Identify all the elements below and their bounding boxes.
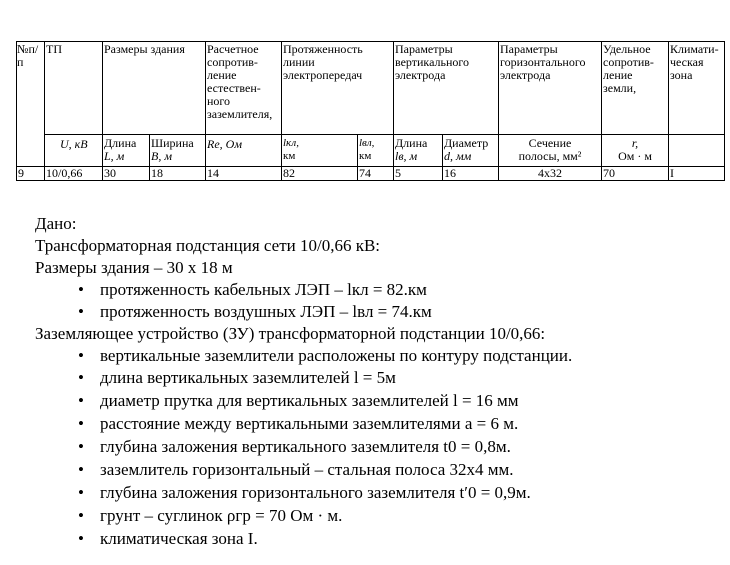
- unit-length: Длина L, м: [104, 136, 137, 163]
- header-tp: ТП: [46, 42, 62, 56]
- header-building-size: Размеры здания: [104, 42, 185, 56]
- row-diameter: 16: [444, 166, 456, 180]
- item-vertical-length: • длина вертикальных заземлителей l = 5м: [100, 367, 396, 389]
- row-tp: 10/0,66: [46, 166, 83, 180]
- item-soil: • грунт – суглинок ρгр = 70 Ом · м.: [100, 505, 342, 527]
- item-horizontal-strip: • заземлитель горизонтальный – стальная полоса 32х4 мм.: [100, 459, 514, 481]
- item-horizontal-depth: • глубина заложения горизонтального заземлителя t′0 = 0,9м.: [100, 482, 531, 504]
- unit-section: Сечение полосы, мм²: [518, 136, 582, 163]
- cable-length-item: • протяженность кабельных ЛЭП – lкл = 82.км: [100, 279, 427, 301]
- unit-cable-length: lкл, км: [283, 137, 299, 162]
- header-climate-zone: Климати-ческая зона: [670, 42, 719, 82]
- row-num: 9: [18, 166, 24, 180]
- row-cable-length: 82: [283, 166, 295, 180]
- unit-vertical-length: Длина lв, м: [395, 136, 428, 163]
- unit-resistance: Rе, Ом: [207, 137, 242, 151]
- header-vertical-electrode: Параметры вертикального электрода: [395, 42, 470, 82]
- data-table: [16, 41, 725, 181]
- unit-width: Ширина B, м: [151, 136, 194, 163]
- row-width: 18: [151, 166, 163, 180]
- row-resistance: 14: [207, 166, 219, 180]
- item-spacing: • расстояние между вертикальными заземлителями a = 6 м.: [100, 413, 518, 435]
- header-soil-resistivity: Удельное сопротив-ление земли,: [603, 42, 654, 95]
- unit-overhead-length: lвл, км: [359, 137, 375, 162]
- row-climate-zone: I: [670, 166, 674, 180]
- header-horizontal-electrode: Параметры горизонтального электрода: [500, 42, 586, 82]
- unit-resistivity: r, Ом · м: [618, 136, 652, 163]
- item-rod-diameter: • диаметр прутка для вертикальных заземлителей l = 16 мм: [100, 390, 519, 412]
- row-section: 4x32: [538, 166, 562, 180]
- item-vertical-layout: • вертикальные заземлители расположены по контуру подстанции.: [100, 345, 572, 367]
- grounding-device-line: Заземляющее устройство (ЗУ) трансформаторной подстанции 10/0,66:: [35, 324, 546, 343]
- overhead-length-item: • протяженность воздушных ЛЭП – lвл = 74.км: [100, 301, 432, 323]
- unit-voltage: U, кВ: [60, 137, 88, 151]
- header-resistance: Расчетное сопротив-ление естествен-ного заземлителя,: [207, 42, 273, 121]
- unit-diameter: Диаметр d, мм: [444, 136, 489, 163]
- item-climate-zone: • климатическая зона I.: [100, 528, 258, 550]
- header-num: №п/п: [17, 42, 39, 69]
- substation-line: Трансформаторная подстанция сети 10/0,66 кВ:: [35, 236, 381, 255]
- given-label: Дано:: [35, 214, 77, 233]
- building-dims-line: Размеры здания – 30 х 18 м: [35, 258, 233, 277]
- item-vertical-depth: • глубина заложения вертикального заземлителя t0 = 0,8м.: [100, 436, 511, 458]
- row-overhead-length: 74: [359, 166, 371, 180]
- row-resistivity: 70: [603, 166, 615, 180]
- row-length: 30: [104, 166, 116, 180]
- row-vertical-length: 5: [395, 166, 401, 180]
- header-line-length: Протяженность линии электропередач: [283, 42, 363, 82]
